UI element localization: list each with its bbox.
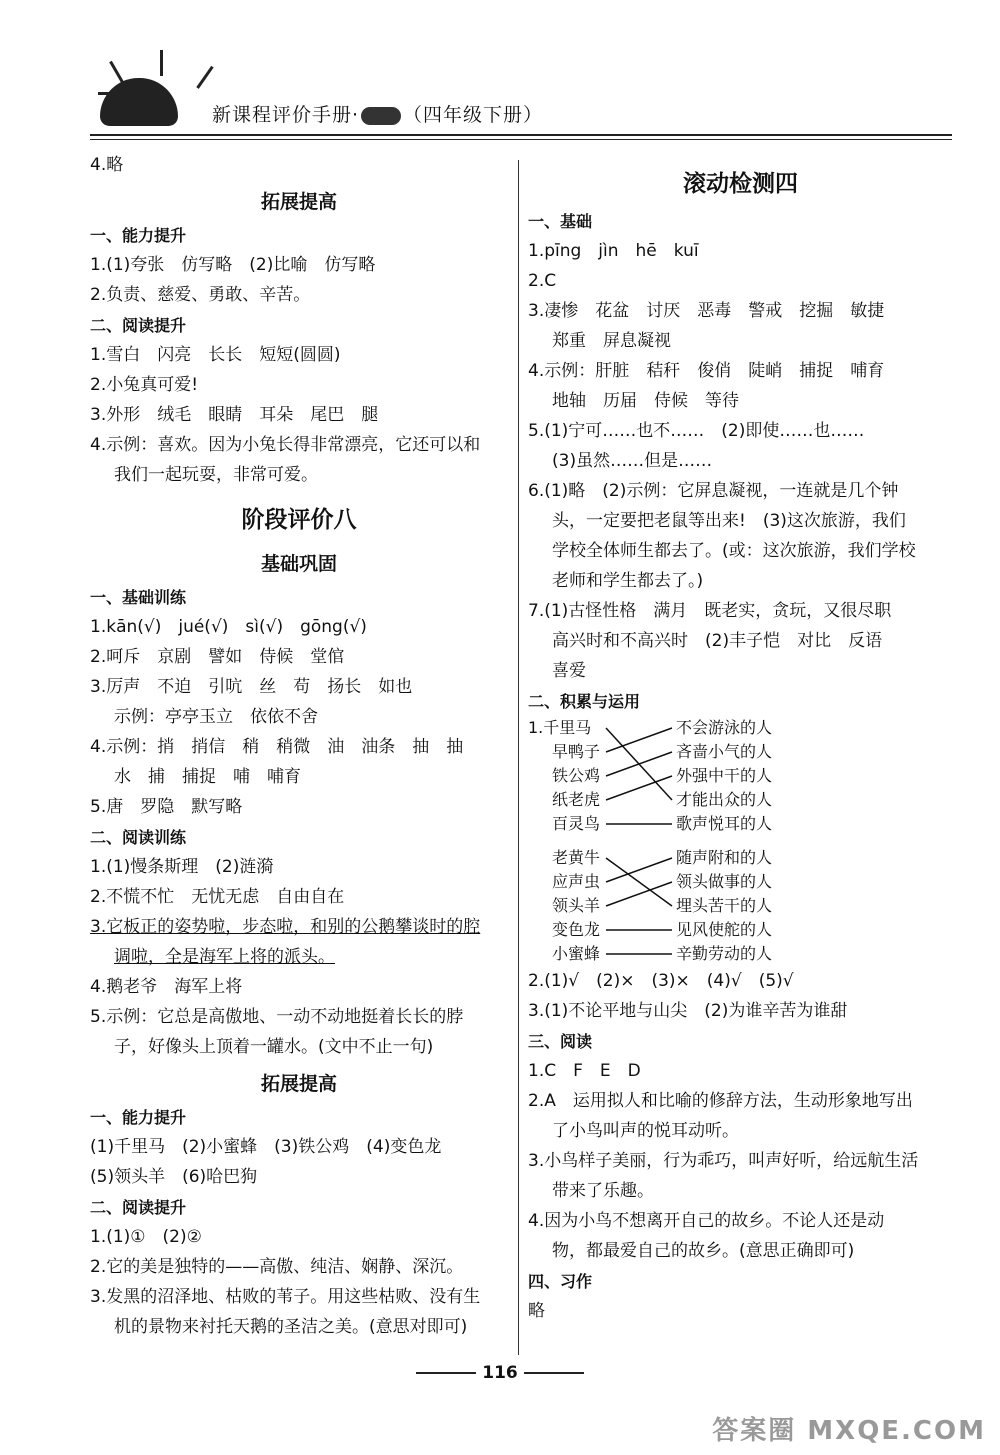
right-column bbox=[528, 158, 953, 1326]
unit-title: 滚动检测四 bbox=[683, 171, 798, 197]
answer-line: 2.A 运用拟人和比喻的修辞方法，生动形象地写出 bbox=[528, 1091, 913, 1111]
answer-line: 1.C F E D bbox=[528, 1061, 641, 1081]
answer-line: 高兴时和不高兴时 (2)丰子恺 对比 反语 bbox=[552, 631, 883, 651]
subsection-heading: 一、能力提升 bbox=[90, 1108, 187, 1127]
match-right-item: 吝啬小气的人 bbox=[676, 742, 773, 761]
header-title bbox=[212, 100, 543, 127]
answer-line: 地轴 历届 侍候 等待 bbox=[552, 391, 739, 411]
answer-line: 2.C bbox=[528, 271, 557, 291]
answer-line: 物，都最爱自己的故乡。(意思正确即可) bbox=[552, 1241, 855, 1261]
header-title-main: 新课程评价手册· bbox=[212, 104, 360, 126]
header-title-grade: （四年级下册） bbox=[403, 104, 544, 126]
answer-line: 4.示例：捎 捎信 稍 稍微 油 油条 抽 抽 bbox=[90, 737, 464, 757]
subsection-heading: 二、阅读训练 bbox=[90, 828, 187, 847]
answer-line: 4.示例：肝脏 秸秆 俊俏 陡峭 捕捉 哺育 bbox=[528, 361, 885, 381]
match-lines-1 bbox=[600, 716, 680, 836]
answer-line: 3.厉声 不迫 引吭 丝 苟 扬长 如也 bbox=[90, 677, 413, 697]
footer-ornament-right bbox=[524, 1372, 584, 1374]
sun-ray-icon bbox=[98, 92, 120, 95]
match-right-column bbox=[676, 846, 836, 966]
match-left-item: 百灵鸟 bbox=[552, 814, 601, 833]
answer-line-underlined: 3.它板正的姿势啦，步态啦，和别的公鹅攀谈时的腔 bbox=[90, 917, 481, 937]
answer-line: 示例：亭亭玉立 依依不舍 bbox=[114, 707, 318, 727]
section-heading: 拓展提高 bbox=[260, 191, 337, 213]
subsection-heading: 二、阅读提升 bbox=[90, 1198, 187, 1217]
watermark: 答案圈 MXQE.COM bbox=[712, 1416, 986, 1446]
matching-exercise-1 bbox=[528, 716, 953, 836]
match-right-item: 随声附和的人 bbox=[676, 848, 773, 867]
answer-line: 郑重 屏息凝视 bbox=[552, 331, 671, 351]
match-left-item: 应声虫 bbox=[552, 872, 601, 891]
match-right-item: 埋头苦干的人 bbox=[676, 896, 773, 915]
answer-line: 4.略 bbox=[90, 155, 124, 175]
answer-line: 1.(1)夸张 仿写略 (2)比喻 仿写略 bbox=[90, 255, 376, 275]
answer-line: 子，好像头上顶着一罐水。(文中不止一句) bbox=[114, 1037, 434, 1057]
answer-line: 3.凄惨 花盆 讨厌 恶毒 警戒 挖掘 敏捷 bbox=[528, 301, 885, 321]
footer-ornament-left bbox=[416, 1372, 476, 1374]
matching-exercise-2 bbox=[528, 846, 953, 966]
header-rule-thin bbox=[90, 139, 952, 140]
sun-ray-icon bbox=[109, 61, 125, 85]
answer-line: 喜爱 bbox=[552, 661, 586, 681]
answer-line: 机的景物来衬托天鹅的圣洁之美。(意思对即可) bbox=[114, 1317, 468, 1337]
answer-line: 1.kān(√) jué(√) sì(√) gōng(√) bbox=[90, 617, 367, 637]
answer-line: 2.小兔真可爱! bbox=[90, 375, 199, 395]
match-right-item: 歌声悦耳的人 bbox=[676, 814, 773, 833]
answer-line: 我们一起玩耍，非常可爱。 bbox=[114, 465, 318, 485]
answer-line: 3.(1)不论平地与山尖 (2)为谁辛苦为谁甜 bbox=[528, 1001, 848, 1021]
page-number: 116 bbox=[482, 1363, 518, 1383]
answer-line: 4.示例：喜欢。因为小兔长得非常漂亮，它还可以和 bbox=[90, 435, 481, 455]
subsection-heading: 一、基础训练 bbox=[90, 588, 187, 607]
answer-line: 3.外形 绒毛 眼睛 耳朵 尾巴 腿 bbox=[90, 405, 379, 425]
match-right-item: 辛勤劳动的人 bbox=[676, 944, 773, 963]
page-footer bbox=[0, 1363, 1000, 1383]
answer-line-underlined: 调啦，全是海军上将的派头。 bbox=[114, 947, 335, 967]
left-column bbox=[90, 150, 508, 1342]
match-lines-2 bbox=[600, 846, 680, 966]
answer-line: 3.小鸟样子美丽，行为乖巧，叫声好听，给远航生活 bbox=[528, 1151, 919, 1171]
match-left-column bbox=[528, 716, 608, 836]
subsection-heading: 二、阅读提升 bbox=[90, 316, 187, 335]
answer-line: 1.雪白 闪亮 长长 短短(圆圆) bbox=[90, 345, 341, 365]
match-right-item: 见风使舵的人 bbox=[676, 920, 773, 939]
match-left-item: 小蜜蜂 bbox=[552, 944, 601, 963]
sun-ray-icon bbox=[160, 50, 163, 76]
answer-line: (3)虽然……但是…… bbox=[552, 451, 713, 471]
answer-line: 5.唐 罗隐 默写略 bbox=[90, 797, 243, 817]
match-right-item: 外强中干的人 bbox=[676, 766, 773, 785]
answer-line: 带来了乐趣。 bbox=[552, 1181, 654, 1201]
answer-line: 4.因为小鸟不想离开自己的故乡。不论人还是动 bbox=[528, 1211, 885, 1231]
sun-logo-icon bbox=[100, 78, 178, 126]
unit-title: 阶段评价八 bbox=[241, 507, 357, 533]
answer-line: 5.示例：它总是高傲地、一动不动地挺着长长的脖 bbox=[90, 1007, 464, 1027]
match-right-item: 才能出众的人 bbox=[676, 790, 773, 809]
match-left-item: 领头羊 bbox=[552, 896, 601, 915]
edition-logo-icon bbox=[361, 107, 401, 125]
match-right-column bbox=[676, 716, 836, 836]
answer-line: 老师和学生都去了。) bbox=[552, 571, 704, 591]
match-left-item: 铁公鸡 bbox=[552, 766, 601, 785]
match-left-item: 1.千里马 bbox=[528, 718, 592, 737]
match-right-item: 领头做事的人 bbox=[676, 872, 773, 891]
column-divider bbox=[518, 160, 519, 1355]
answer-line: 略 bbox=[528, 1301, 545, 1321]
answer-line: 6.(1)略 (2)示例：它屏息凝视，一连就是几个钟 bbox=[528, 481, 899, 501]
answer-line: 了小鸟叫声的悦耳动听。 bbox=[552, 1121, 739, 1141]
answer-line: 2.(1)√ (2)× (3)× (4)√ (5)√ bbox=[528, 971, 794, 991]
answer-line: 2.它的美是独特的——高傲、纯洁、娴静、深沉。 bbox=[90, 1257, 464, 1277]
section-heading: 拓展提高 bbox=[260, 1073, 337, 1095]
subsection-heading: 三、阅读 bbox=[528, 1032, 593, 1051]
answer-line: 水 捕 捕捉 哺 哺育 bbox=[114, 767, 301, 787]
answer-line: (1)千里马 (2)小蜜蜂 (3)铁公鸡 (4)变色龙 bbox=[90, 1137, 442, 1157]
answer-line: 2.负责、慈爱、勇敢、辛苦。 bbox=[90, 285, 311, 305]
answer-line: 7.(1)古怪性格 满月 既老实，贪玩，又很尽职 bbox=[528, 601, 892, 621]
answer-line: 2.不慌不忙 无忧无虑 自由自在 bbox=[90, 887, 345, 907]
answer-line: 1.pīng jìn hē kuī bbox=[528, 241, 699, 261]
answer-line: 学校全体师生都去了。(或：这次旅游，我们学校 bbox=[552, 541, 916, 561]
sun-ray-icon bbox=[196, 66, 213, 89]
subsection-heading: 一、基础 bbox=[528, 212, 593, 231]
section-heading: 基础巩固 bbox=[260, 553, 337, 575]
match-left-item: 早鸭子 bbox=[552, 742, 601, 761]
answer-line: (5)领头羊 (6)哈巴狗 bbox=[90, 1167, 258, 1187]
answer-line: 4.鹅老爷 海军上将 bbox=[90, 977, 243, 997]
answer-line: 5.(1)宁可……也不…… (2)即使……也…… bbox=[528, 421, 865, 441]
subsection-heading: 四、习作 bbox=[528, 1272, 593, 1291]
answer-line: 2.呵斥 京剧 譬如 侍候 堂倌 bbox=[90, 647, 345, 667]
subsection-heading: 二、积累与运用 bbox=[528, 692, 641, 711]
match-left-item: 老黄牛 bbox=[552, 848, 601, 867]
answer-line: 1.(1)慢条斯理 (2)涟漪 bbox=[90, 857, 274, 877]
answer-line: 头，一定要把老鼠等出来! (3)这次旅游，我们 bbox=[552, 511, 906, 531]
header-rule bbox=[90, 134, 952, 136]
match-left-item: 变色龙 bbox=[552, 920, 601, 939]
match-right-item: 不会游泳的人 bbox=[676, 718, 773, 737]
match-left-item: 纸老虎 bbox=[552, 790, 601, 809]
subsection-heading: 一、能力提升 bbox=[90, 226, 187, 245]
answer-line: 1.(1)① (2)② bbox=[90, 1227, 202, 1247]
answer-line: 3.发黑的沼泽地、枯败的苇子。用这些枯败、没有生 bbox=[90, 1287, 481, 1307]
